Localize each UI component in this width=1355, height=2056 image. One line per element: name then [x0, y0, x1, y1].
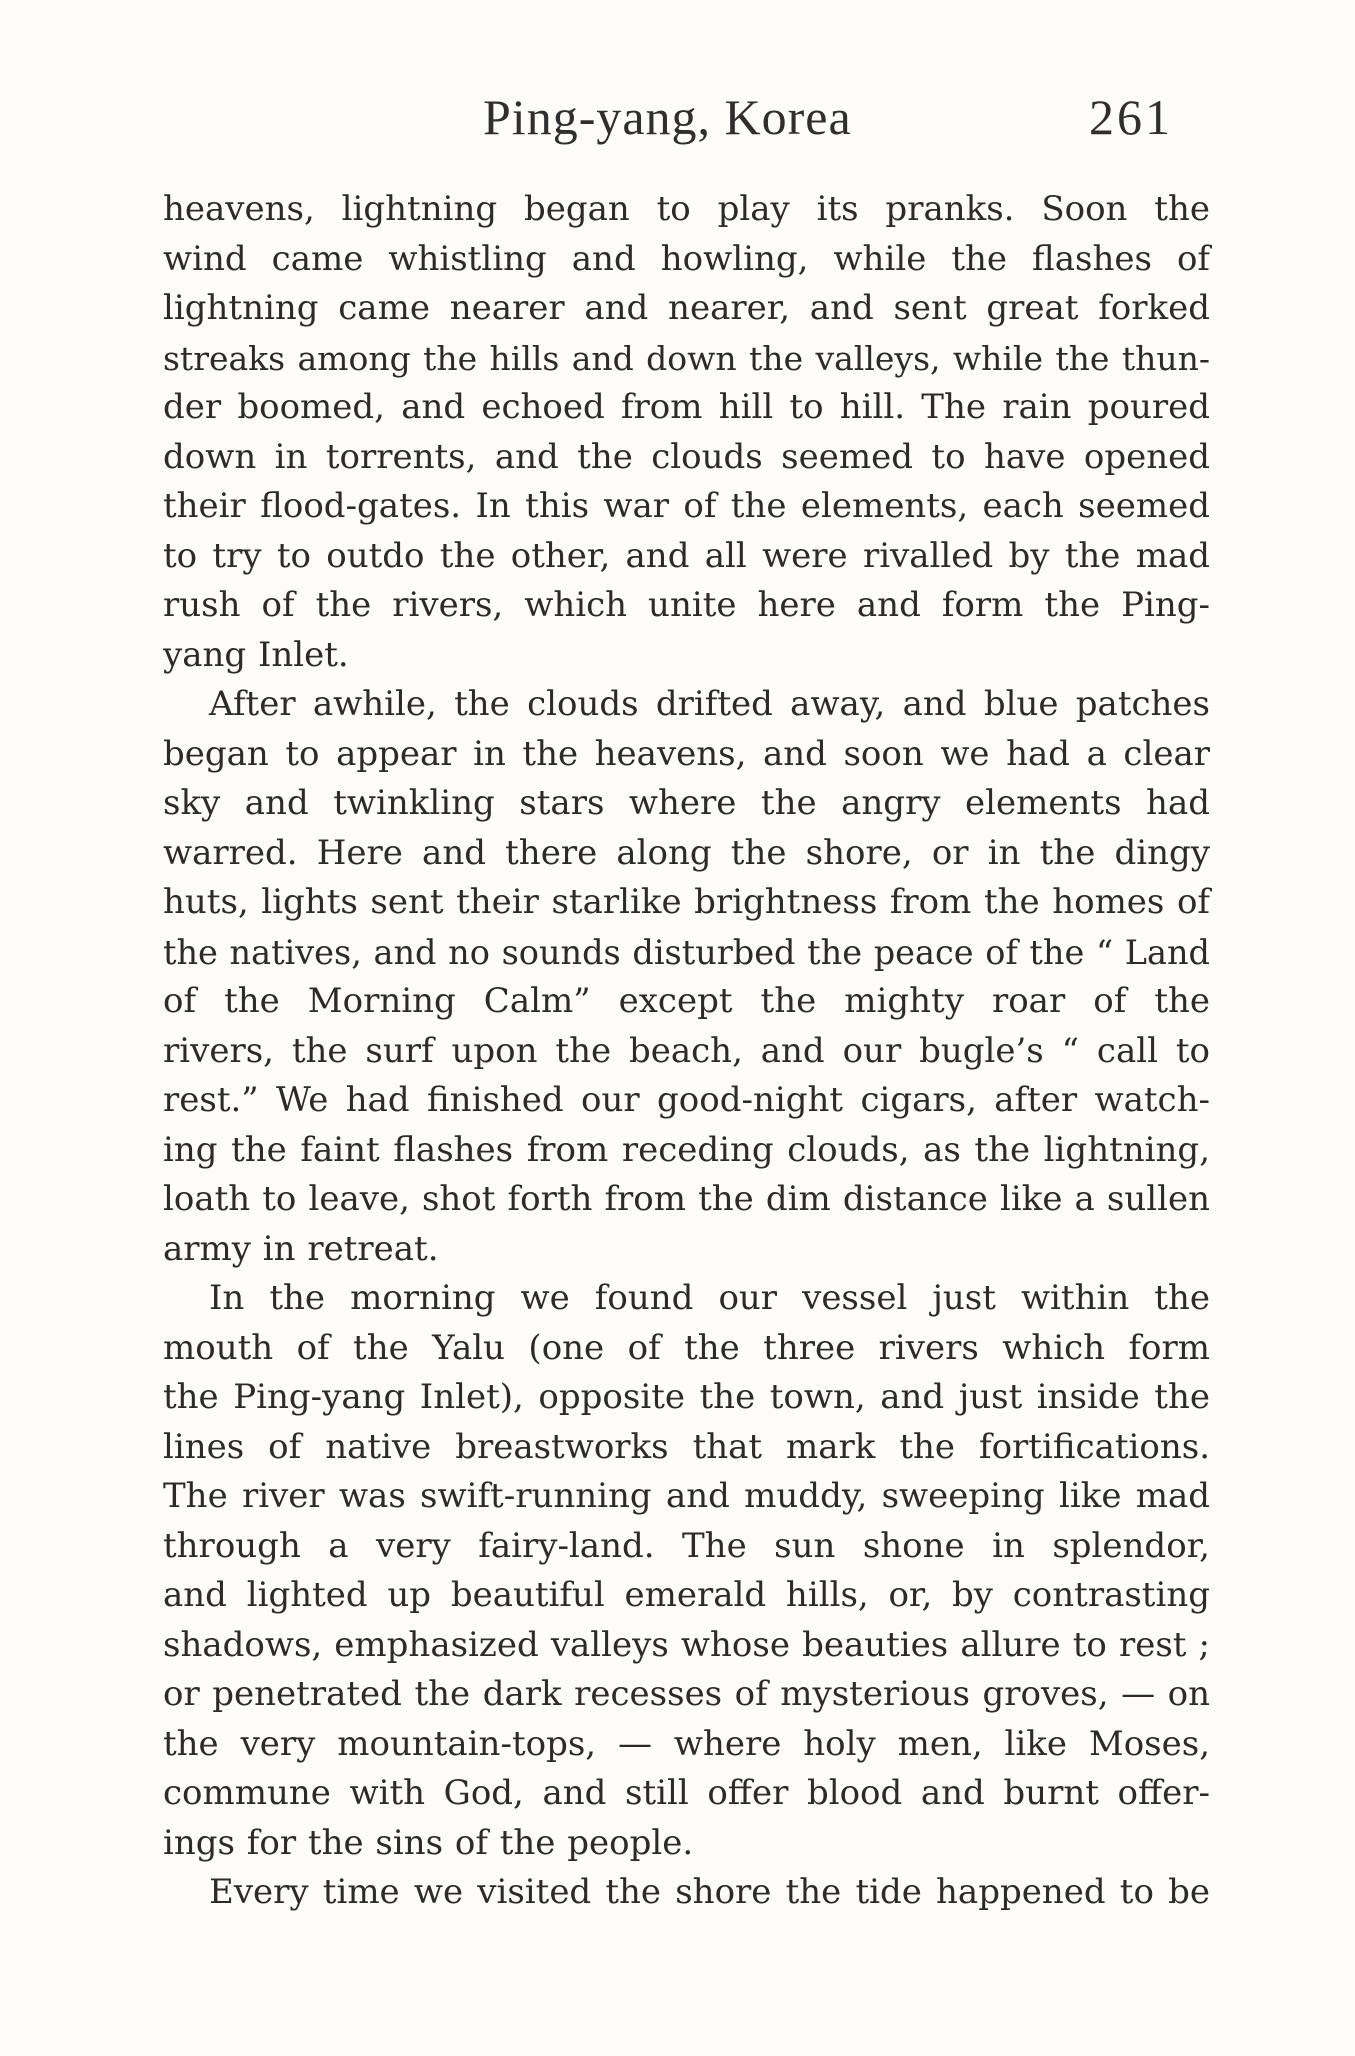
running-head	[163, 88, 1213, 154]
running-head-title: Ping-yang, Korea	[483, 89, 852, 145]
text-line: and lighted up beautiful emerald hills, or, by contrasting	[163, 1575, 1210, 1615]
text-line: of the Morning Calm” except the mighty roar of the	[163, 981, 1210, 1021]
text-line: huts, lights sent their starlike brightness from the homes of	[163, 882, 1210, 922]
text-line: the very mountain-tops, — where holy men, like Moses,	[163, 1723, 1210, 1764]
text-line: the natives, and no sounds disturbed the peace of the “ Land	[163, 932, 1210, 972]
text-line: through a very fairy-land. The sun shone in splendor,	[163, 1525, 1210, 1566]
body-text	[163, 185, 1210, 1918]
text-line: ings for the sins of the people.	[163, 1822, 694, 1863]
text-line: army in retreat.	[163, 1228, 439, 1269]
text-line: the Ping-yang Inlet), opposite the town, and just inside the	[163, 1377, 1210, 1417]
text-line: lines of native breastworks that mark the fortifications.	[163, 1426, 1210, 1467]
text-line: warred. Here and there along the shore, or in the dingy	[163, 832, 1210, 873]
text-line: rivers, the surf upon the beach, and our bugle’s “ call to	[163, 1030, 1210, 1071]
text-line: loath to leave, shot forth from the dim distance like a sullen	[163, 1179, 1210, 1219]
text-line: heavens, lightning began to play its pranks. Soon the	[163, 189, 1210, 229]
text-line: or penetrated the dark recesses of mysterious groves, — on	[163, 1674, 1210, 1714]
text-line: rest.” We had finished our good-night cigars, after watch-	[163, 1080, 1210, 1120]
text-line: ing the faint flashes from receding clouds, as the lightning,	[163, 1129, 1210, 1170]
text-line: down in torrents, and the clouds seemed to have opened	[163, 436, 1210, 477]
text-line: to try to outdo the other, and all were rivalled by the mad	[163, 535, 1210, 576]
text-line: their flood-gates. In this war of the elements, each seemed	[163, 486, 1210, 526]
text-line: Every time we visited the shore the tide happened to be	[209, 1872, 1210, 1912]
text-line: der boomed, and echoed from hill to hill. The rain poured	[163, 387, 1210, 427]
text-line: commune with God, and still offer blood and burnt offer-	[163, 1773, 1210, 1813]
text-line: yang Inlet.	[163, 634, 349, 675]
text-line: lightning came nearer and nearer, and sent great forked	[163, 288, 1210, 328]
text-line: rush of the rivers, which unite here and form the Ping-	[163, 585, 1210, 625]
text-line: began to appear in the heavens, and soon we had a clear	[163, 733, 1210, 774]
text-line: In the morning we found our vessel just within the	[209, 1278, 1210, 1318]
text-line: shadows, emphasized valleys whose beauties allure to rest ;	[163, 1624, 1210, 1665]
text-line: After awhile, the clouds drifted away, and blue patches	[209, 684, 1210, 724]
text-line: The river was swift-running and muddy, sweeping like mad	[163, 1476, 1210, 1516]
text-line: streaks among the hills and down the valleys, while the thun-	[163, 338, 1210, 378]
text-line: wind came whistling and howling, while the flashes of	[163, 238, 1210, 279]
text-line: sky and twinkling stars where the angry elements had	[163, 783, 1210, 823]
page-number: 261	[1089, 89, 1173, 145]
text-line: mouth of the Yalu (one of the three rivers which form	[163, 1327, 1210, 1368]
